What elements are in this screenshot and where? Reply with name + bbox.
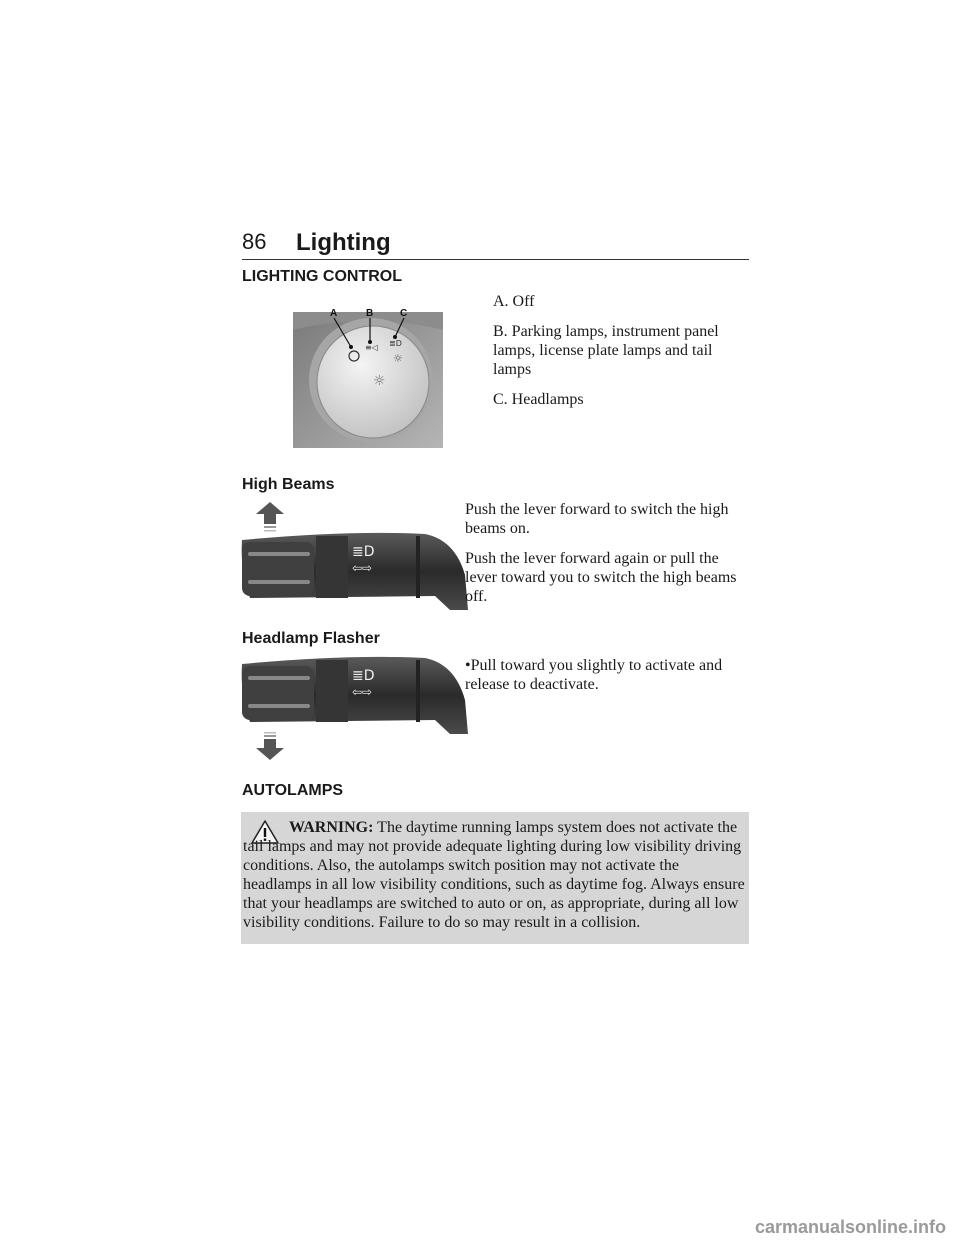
page-number: 86 xyxy=(242,229,267,254)
legend-item-off: A. Off xyxy=(493,293,535,310)
watermark: carmanualsonline.info xyxy=(754,1217,946,1237)
svg-text:≣D: ≣D xyxy=(352,668,375,684)
svg-text:⇦⇨: ⇦⇨ xyxy=(352,685,373,699)
high-beams-heading: High Beams xyxy=(242,476,335,493)
svg-text:≡◁: ≡◁ xyxy=(365,343,378,352)
legend-item-parking-lamps: B. Parking lamps, instrument panel lamps, license plate lamps and tail lamps xyxy=(493,323,719,378)
headlamp-flasher-text xyxy=(465,656,749,705)
lighting-control-legend xyxy=(493,292,749,420)
lever-push-illustration xyxy=(240,500,470,610)
headlamp-flasher-bullet: •Pull toward you slightly to activate and release to deactivate. xyxy=(465,657,723,693)
header-rule xyxy=(242,259,749,260)
warning-text xyxy=(243,818,745,932)
pull-toward-arrow-icon xyxy=(256,732,284,760)
figure-label-a: A xyxy=(330,308,338,319)
lever-pull-illustration xyxy=(240,650,470,762)
svg-text:☼: ☼ xyxy=(373,373,386,389)
warning-body: The daytime running lamps system does not activate the tail lamps and may not provide adequate lighting during low visibility driving conditions. Also, the autolamps switch position may not activate the headlamps in all low visibility conditions, such as daytime fog. Always ensure that your headlamps are switched to auto or on, as appropriate, during all low visibility conditions. Failure to do so may result in a collision. xyxy=(243,819,745,931)
lighting-control-heading: LIGHTING CONTROL xyxy=(242,268,402,285)
legend-item-headlamps: C. Headlamps xyxy=(493,391,584,408)
headlamp-flasher-heading: Headlamp Flasher xyxy=(242,630,380,647)
warning-label: WARNING: xyxy=(289,819,374,836)
svg-text:☼: ☼ xyxy=(393,352,403,365)
chapter-title: Lighting xyxy=(296,229,391,256)
lighting-switch-illustration xyxy=(293,300,443,448)
svg-text:≣D: ≣D xyxy=(352,544,375,560)
high-beams-paragraph-on: Push the lever forward to switch the high beams on. xyxy=(465,501,729,537)
svg-text:≣D: ≣D xyxy=(389,339,402,348)
lighting-switch-figure xyxy=(293,300,443,448)
high-beams-figure xyxy=(240,500,470,610)
autolamps-heading: AUTOLAMPS xyxy=(242,782,344,799)
figure-label-c: C xyxy=(400,308,408,319)
headlamp-flasher-figure xyxy=(240,650,470,762)
high-beams-text xyxy=(465,500,749,617)
warning-box xyxy=(241,812,749,944)
figure-label-b: B xyxy=(366,308,374,319)
svg-text:⇦⇨: ⇦⇨ xyxy=(352,561,373,575)
push-forward-arrow-icon xyxy=(256,502,284,532)
high-beams-paragraph-off: Push the lever forward again or pull the lever toward you to switch the high beams off. xyxy=(465,550,737,605)
